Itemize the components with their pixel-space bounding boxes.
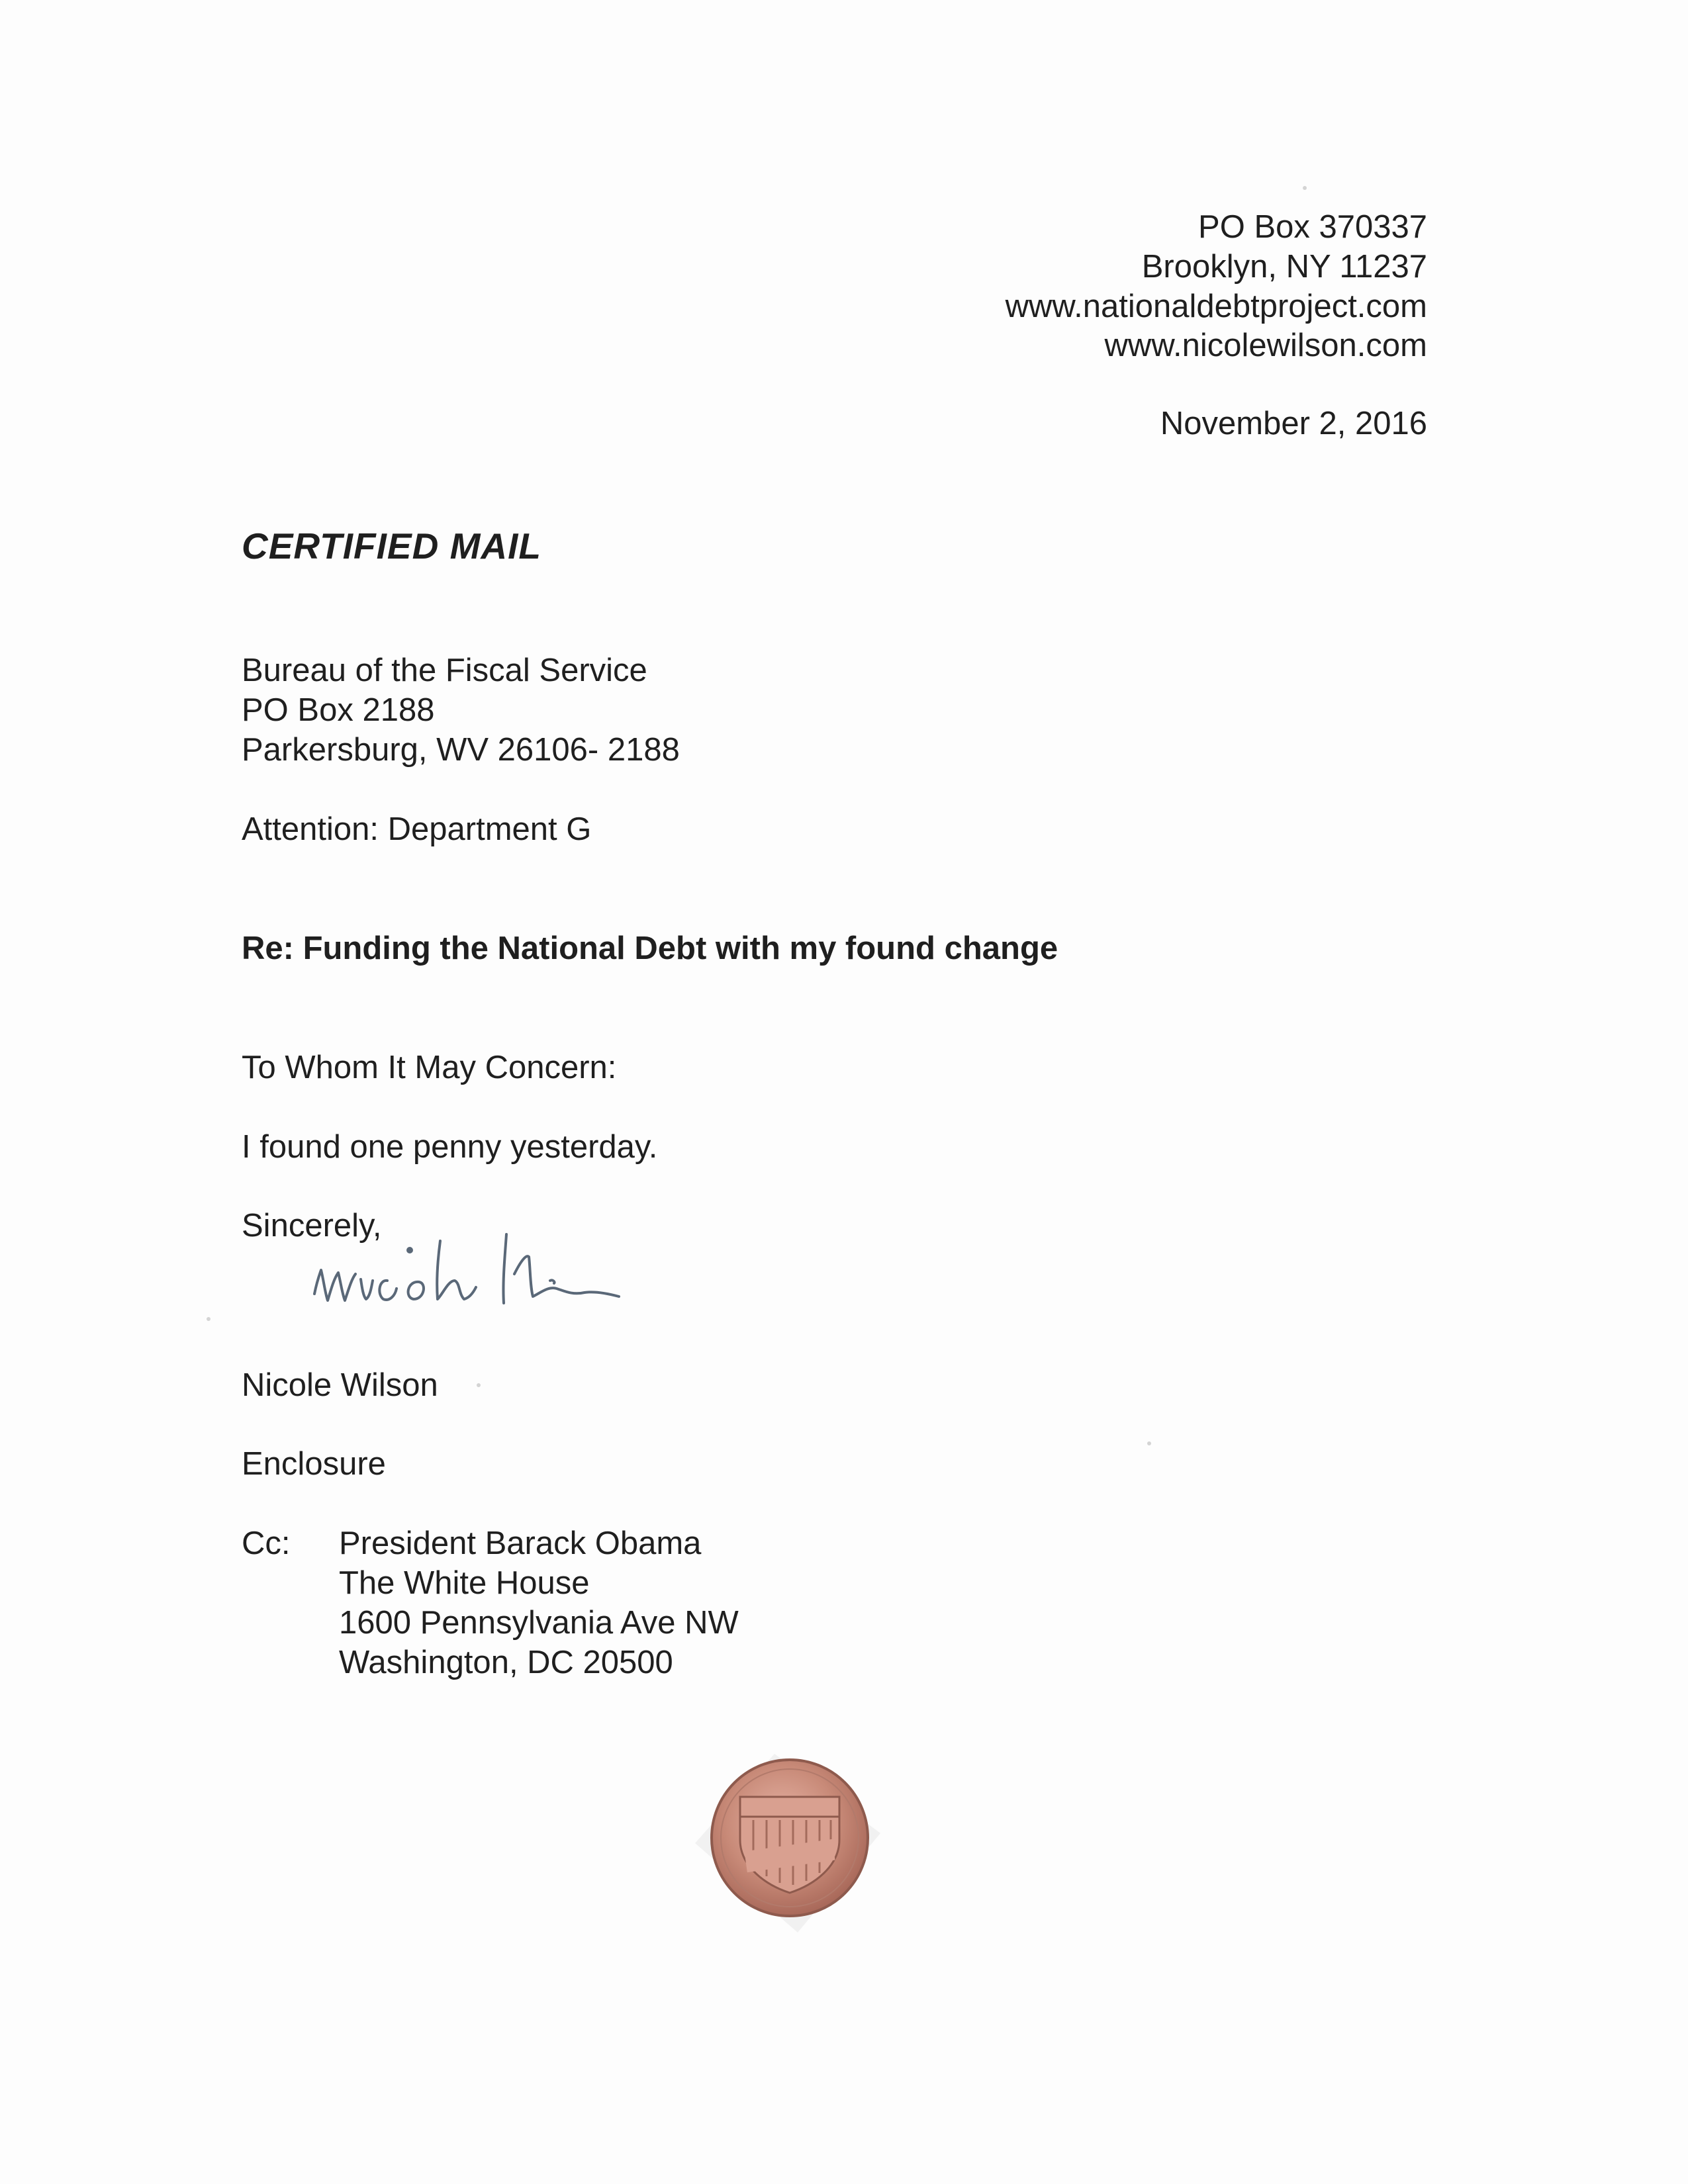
recipient-po-box: PO Box 2188 (242, 692, 435, 728)
scan-speck (1303, 186, 1307, 190)
letter-date: November 2, 2016 (1160, 406, 1427, 441)
recipient-city-line: Parkersburg, WV 26106- 2188 (242, 732, 680, 768)
handwritten-signature (308, 1214, 652, 1334)
cc-line: President Barack Obama (339, 1525, 702, 1561)
cc-line: 1600 Pennsylvania Ave NW (339, 1605, 739, 1641)
signer-name: Nicole Wilson (242, 1367, 438, 1403)
cc-line: The White House (339, 1565, 590, 1601)
attention-line: Attention: Department G (242, 811, 592, 847)
body-text: I found one penny yesterday. (242, 1129, 658, 1165)
mail-type-heading: CERTIFIED MAIL (242, 525, 541, 567)
scan-speck (477, 1383, 481, 1387)
enclosure-note: Enclosure (242, 1446, 386, 1482)
cc-line: Washington, DC 20500 (339, 1645, 673, 1680)
subject-line: Re: Funding the National Debt with my found change (242, 931, 1058, 966)
scan-speck (1147, 1441, 1151, 1445)
cc-label: Cc: (242, 1525, 291, 1561)
sender-po-box: PO Box 370337 (1198, 209, 1427, 245)
penny-coin-image (682, 1734, 894, 1946)
recipient-name: Bureau of the Fiscal Service (242, 653, 647, 688)
salutation: To Whom It May Concern: (242, 1050, 617, 1085)
sender-website-1: www.nationaldebtproject.com (1005, 289, 1427, 324)
sender-website-2: www.nicolewilson.com (1104, 328, 1427, 363)
closing: Sincerely, (242, 1208, 382, 1244)
sender-city-line: Brooklyn, NY 11237 (1141, 249, 1427, 285)
scan-speck (207, 1317, 211, 1321)
